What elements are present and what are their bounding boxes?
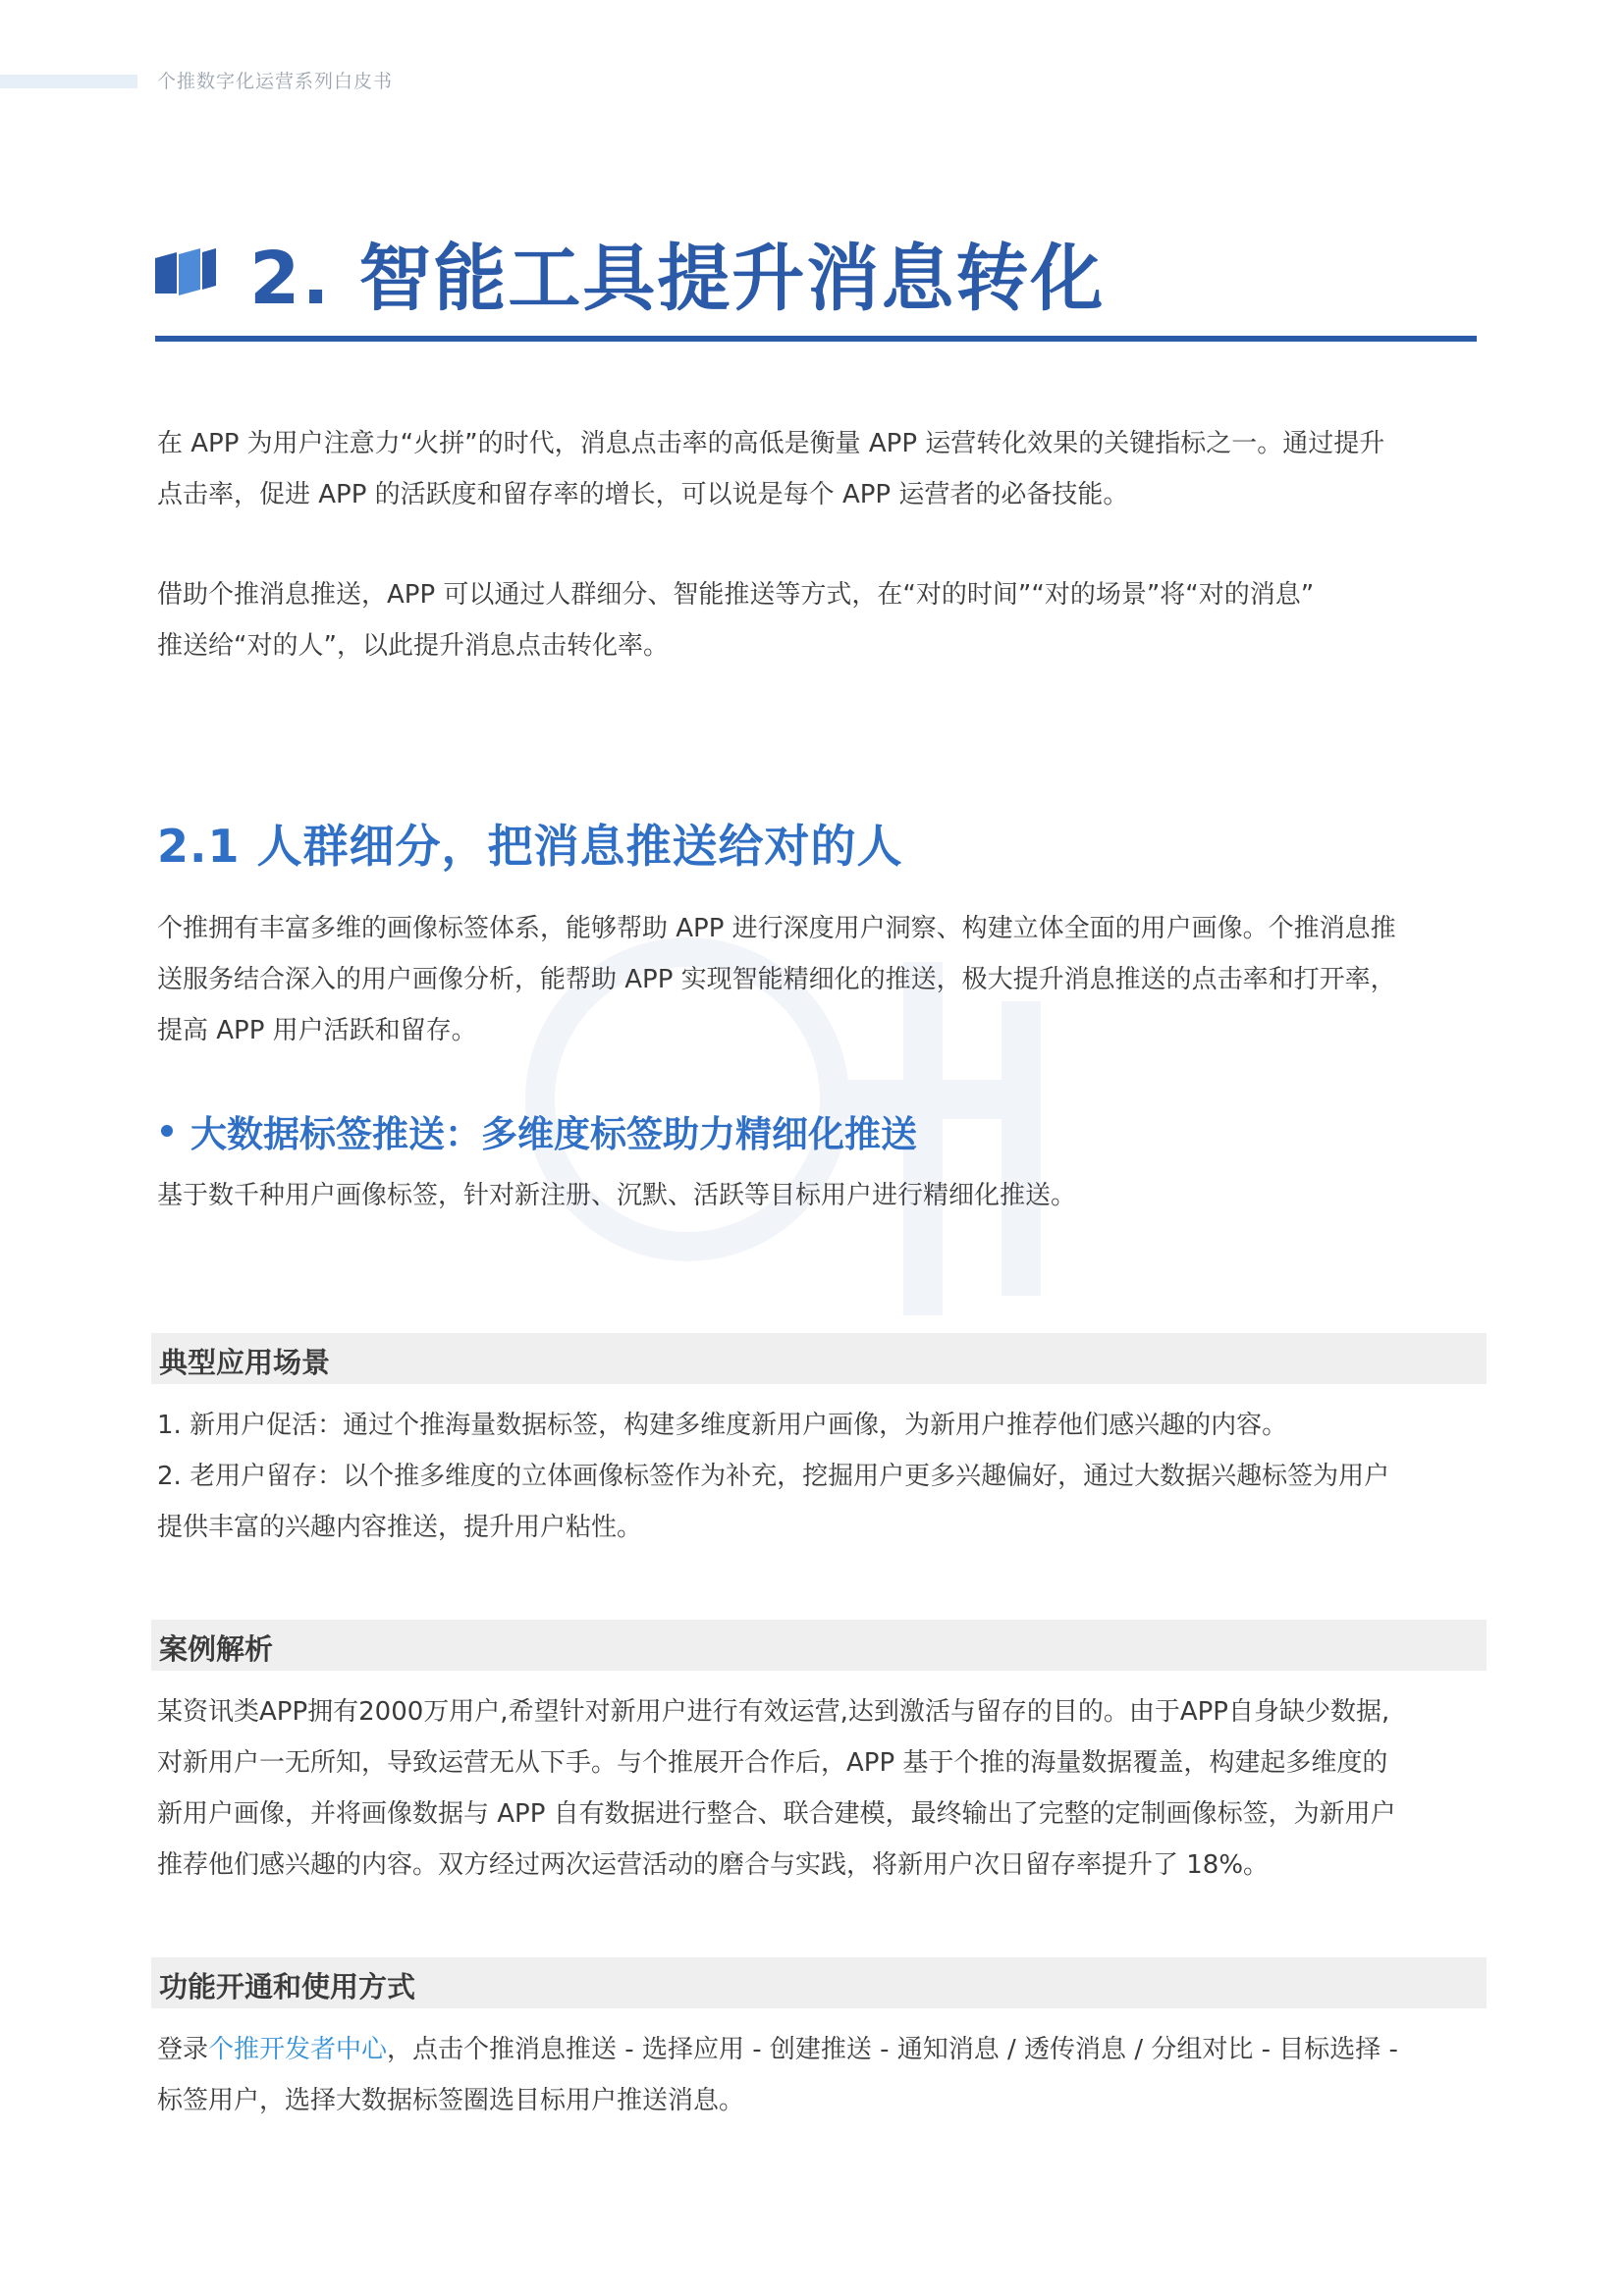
chapter-title: 2. 智能工具提升消息转化 [249,237,1106,321]
intro-paragraph-2 [157,569,1478,671]
text-line: 推送给“对的人”，以此提升消息点击转化率。 [157,631,669,661]
header-accent-bar [0,75,137,88]
usage-paragraph [157,2024,1478,2126]
text-line: 借助个推消息推送，APP 可以通过人群细分、智能推送等方式，在“对的时间”“对的场景”将“对的消息” [157,580,1315,610]
subsection-heading [157,1104,917,1157]
list-item: 2. 老用户留存：以个推多维度的立体画像标签作为补充，挖掘用户更多兴趣偏好，通过大数据兴趣标签为用户 [157,1462,1390,1491]
subsection-description: 基于数千种用户画像标签，针对新注册、沉默、活跃等目标用户进行精细化推送。 [157,1181,1077,1210]
section-title: 2.1 人群细分，把消息推送给对的人 [157,820,903,873]
chapter-divider [155,336,1477,342]
usage-heading-box [151,1957,1487,2008]
text-line: 送服务结合深入的用户画像分析，能帮助 APP 实现智能精细化的推送，极大提升消息推送的点击率和打开率， [157,965,1396,994]
scenarios-heading: 典型应用场景 [159,1346,331,1379]
subsection-title: 大数据标签推送：多维度标签助力精细化推送 [190,1113,917,1155]
usage-heading: 功能开通和使用方式 [159,1970,416,2003]
running-header: 个推数字化运营系列白皮书 [157,71,394,92]
text-line: 在 APP 为用户注意力“火拼”的时代，消息点击率的高低是衡量 APP 运营转化效果的关键指标之一。通过提升 [157,429,1385,458]
scenarios-list [157,1400,1478,1553]
case-heading: 案例解析 [159,1632,274,1666]
intro-paragraph-1 [157,418,1478,520]
text-line: 某资讯类APP拥有2000万用户,希望针对新用户进行有效运营,达到激活与留存的目的。由于APP自身缺少数据, [157,1697,1390,1727]
text-line: ，点击个推消息推送 - 选择应用 - 创建推送 - 通知消息 / 透传消息 / 分组对比 - 目标选择 - [387,2035,1398,2064]
bullet-dot-icon [161,1125,173,1137]
list-item: 1. 新用户促活：通过个推海量数据标签，构建多维度新用户画像，为新用户推荐他们感兴趣的内容。 [157,1411,1288,1440]
text-line: 标签用户，选择大数据标签圈选目标用户推送消息。 [157,2086,745,2115]
scenarios-heading-box [151,1333,1487,1384]
section-paragraph [157,903,1478,1056]
case-heading-box [151,1620,1487,1671]
chapter-heading [155,224,1105,322]
text-line: 提高 APP 用户活跃和留存。 [157,1016,477,1045]
text-line: 对新用户一无所知，导致运营无从下手。与个推展开合作后，APP 基于个推的海量数据覆盖，构建起多维度的 [157,1748,1388,1778]
text-line: 新用户画像，并将画像数据与 APP 自有数据进行整合、联合建模，最终输出了完整的定制画像标签，为新用户 [157,1799,1396,1829]
text-line: 点击率，促进 APP 的活跃度和留存率的增长，可以说是每个 APP 运营者的必备技能。 [157,480,1129,509]
text-line: 登录 [157,2035,209,2064]
case-paragraph [157,1686,1478,1891]
developer-center-link[interactable]: 个推开发者中心 [208,2035,388,2064]
text-line: 推荐他们感兴趣的内容。双方经过两次运营活动的磨合与实践，将新用户次日留存率提升了 18%。 [157,1850,1270,1880]
book-block-icon [155,248,216,297]
text-line: 个推拥有丰富多维的画像标签体系，能够帮助 APP 进行深度用户洞察、构建立体全面的用户画像。个推消息推 [157,914,1396,943]
text-line: 提供丰富的兴趣内容推送，提升用户粘性。 [157,1513,643,1542]
